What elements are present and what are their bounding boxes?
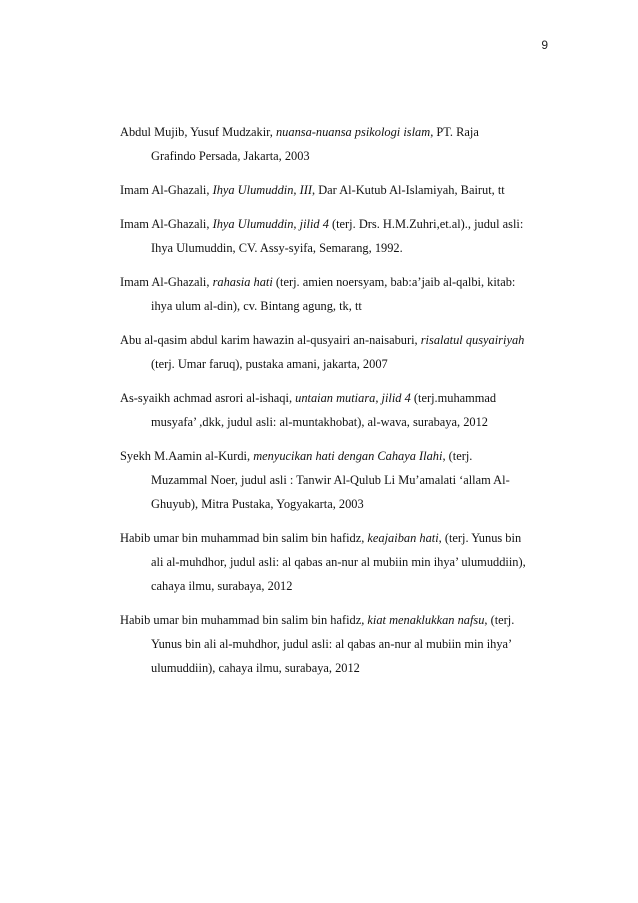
entry-line — [120, 574, 550, 598]
entry-title: rahasia hati — [212, 275, 273, 289]
entry-title: risalatul qusyairiyah — [420, 333, 525, 347]
entry-title: Ihya Ulumuddin, jilid 4 — [212, 217, 329, 231]
bibliography-entry — [120, 386, 550, 434]
entry-text: Imam Al-Ghazali, — [120, 217, 213, 231]
entry-line — [120, 608, 550, 632]
entry-text: , (terj. — [484, 613, 515, 627]
bibliography-entry — [120, 270, 550, 318]
entry-text: Abdul Mujib, Yusuf Mudzakir, — [120, 125, 276, 139]
entry-line — [120, 236, 550, 260]
entry-text: ali al-muhdhor, judul asli: al qabas an-nur al mubiin min ihya’ ulumuddiin), — [151, 555, 526, 569]
entry-text: Syekh M.Aamin al-Kurdi, — [120, 449, 254, 463]
entry-text: , (terj. Yunus bin — [438, 531, 522, 545]
entry-text: (terj. Drs. H.M.Zuhri,et.al)., judul asli: — [328, 217, 524, 231]
entry-title: nuansa-nuansa psikologi islam — [275, 125, 431, 139]
entry-text: cahaya ilmu, surabaya, 2012 — [151, 579, 293, 593]
entry-text: Muzammal Noer, judul asli : Tanwir Al-Qulub Li Mu’amalati ‘allam Al- — [151, 473, 510, 487]
entry-line — [120, 120, 550, 144]
entry-text: , PT. Raja — [430, 125, 479, 139]
entry-text: Imam Al-Ghazali, — [120, 183, 213, 197]
bibliography-list — [120, 120, 550, 690]
entry-line — [120, 492, 550, 516]
entry-line — [120, 656, 550, 680]
entry-text: Grafindo Persada, Jakarta, 2003 — [151, 149, 310, 163]
entry-title: menyucikan hati dengan Cahaya Ilahi — [253, 449, 443, 463]
entry-title: kiat menaklukkan nafsu — [367, 613, 485, 627]
entry-text: As-syaikh achmad asrori al-ishaqi, — [120, 391, 296, 405]
entry-line — [120, 386, 550, 410]
bibliography-entry — [120, 120, 550, 168]
entry-title: Ihya Ulumuddin, III — [212, 183, 313, 197]
entry-line — [120, 328, 550, 352]
entry-line — [120, 526, 550, 550]
page-number: 9 — [541, 38, 548, 52]
entry-line — [120, 468, 550, 492]
entry-line — [120, 410, 550, 434]
bibliography-entry — [120, 608, 550, 680]
entry-text: (terj.muhammad — [410, 391, 497, 405]
entry-text: (terj. Umar faruq), pustaka amani, jakarta, 2007 — [151, 357, 388, 371]
bibliography-entry — [120, 178, 550, 202]
entry-line — [120, 294, 550, 318]
entry-line — [120, 212, 550, 236]
entry-line — [120, 632, 550, 656]
entry-line — [120, 270, 550, 294]
entry-text: Imam Al-Ghazali, — [120, 275, 213, 289]
entry-line — [120, 178, 550, 202]
entry-text: (terj. amien noersyam, bab:a’jaib al-qalbi, kitab: — [272, 275, 516, 289]
bibliography-entry — [120, 212, 550, 260]
entry-text: musyafa’ ,dkk, judul asli: al-muntakhobat), al-wava, surabaya, 2012 — [151, 415, 488, 429]
entry-text: Habib umar bin muhammad bin salim bin hafidz, — [120, 531, 368, 545]
entry-text: Abu al-qasim abdul karim hawazin al-qusyairi an-naisaburi, — [120, 333, 421, 347]
bibliography-entry — [120, 526, 550, 598]
entry-text: Habib umar bin muhammad bin salim bin hafidz, — [120, 613, 368, 627]
entry-text: , Dar Al-Kutub Al-Islamiyah, Bairut, tt — [312, 183, 505, 197]
bibliography-entry — [120, 328, 550, 376]
entry-line — [120, 550, 550, 574]
entry-line — [120, 144, 550, 168]
entry-line — [120, 352, 550, 376]
entry-title: keajaiban hati — [367, 531, 439, 545]
entry-title: untaian mutiara, jilid 4 — [295, 391, 411, 405]
entry-text: ihya ulum al-din), cv. Bintang agung, tk, tt — [151, 299, 362, 313]
entry-text: Ghuyub), Mitra Pustaka, Yogyakarta, 2003 — [151, 497, 364, 511]
entry-line — [120, 444, 550, 468]
entry-text: ulumuddiin), cahaya ilmu, surabaya, 2012 — [151, 661, 360, 675]
bibliography-entry — [120, 444, 550, 516]
entry-text: , (terj. — [442, 449, 473, 463]
entry-text: Yunus bin ali al-muhdhor, judul asli: al qabas an-nur al mubiin min ihya’ — [151, 637, 513, 651]
entry-text: Ihya Ulumuddin, CV. Assy-syifa, Semarang, 1992. — [151, 241, 403, 255]
